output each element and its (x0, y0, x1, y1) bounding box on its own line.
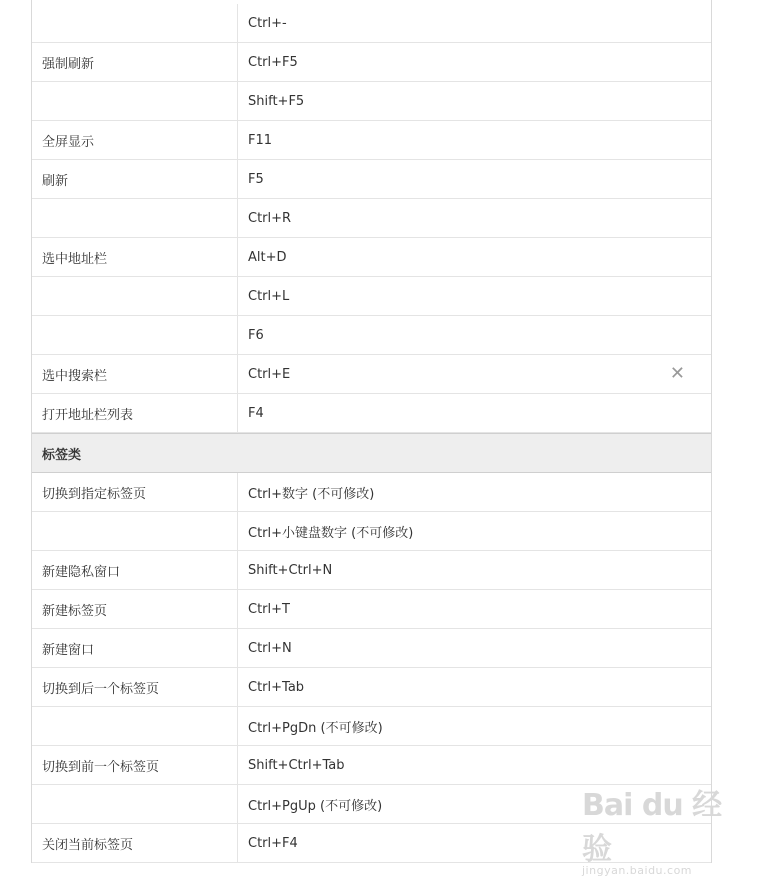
table-row[interactable] (32, 590, 711, 629)
action-cell: 打开地址栏列表 (32, 394, 238, 432)
key-cell: Ctrl+L (248, 288, 290, 304)
key-cell: Ctrl+PgUp (不可修改) (248, 798, 383, 814)
action-cell: 刷新 (32, 160, 238, 198)
key-cell: Ctrl+F4 (248, 835, 298, 851)
shortcut-table (31, 0, 712, 863)
key-cell (238, 355, 711, 393)
key-cell: F5 (248, 171, 264, 187)
watermark-logo: Bai du 经验 (582, 788, 722, 867)
action-cell: 新建窗口 (32, 629, 238, 667)
action-cell: 选中地址栏 (32, 238, 238, 276)
table-row[interactable] (32, 160, 711, 199)
table-row[interactable] (32, 629, 711, 668)
action-cell (32, 707, 238, 745)
key-cell: Ctrl+数字 (不可修改) (248, 486, 375, 502)
action-cell (32, 199, 238, 237)
key-cell: Ctrl+R (248, 210, 292, 226)
action-cell: 切换到指定标签页 (32, 473, 238, 511)
table-row[interactable] (32, 746, 711, 785)
table-row[interactable] (32, 43, 711, 82)
table-row[interactable] (32, 238, 711, 277)
action-cell: 全屏显示 (32, 121, 238, 159)
table-row[interactable] (32, 551, 711, 590)
action-cell (32, 316, 238, 354)
key-cell: F4 (248, 405, 264, 421)
action-cell: 切换到前一个标签页 (32, 746, 238, 784)
table-row[interactable] (32, 82, 711, 121)
table-row[interactable] (32, 355, 711, 394)
table-row[interactable] (32, 121, 711, 160)
table-row[interactable] (32, 199, 711, 238)
action-cell: 切换到后一个标签页 (32, 668, 238, 706)
action-cell (32, 82, 238, 120)
table-row[interactable] (32, 394, 711, 433)
table-row[interactable] (32, 668, 711, 707)
key-cell: Shift+F5 (248, 93, 305, 109)
action-cell (32, 277, 238, 315)
action-cell: 强制刷新 (32, 43, 238, 81)
action-cell (32, 4, 238, 42)
key-cell: Ctrl+Tab (248, 679, 305, 695)
action-cell: 新建隐私窗口 (32, 551, 238, 589)
key-cell: Ctrl+小键盘数字 (不可修改) (248, 525, 414, 541)
table-row[interactable] (32, 0, 711, 43)
table-row[interactable] (32, 824, 711, 863)
action-cell: 选中搜索栏 (32, 355, 238, 393)
key-cell: F6 (248, 327, 264, 343)
table-row[interactable] (32, 512, 711, 551)
key-cell: Ctrl+PgDn (不可修改) (248, 720, 383, 736)
key-cell: Shift+Ctrl+N (248, 562, 333, 578)
action-cell: 新建标签页 (32, 590, 238, 628)
table-row[interactable] (32, 707, 711, 746)
key-cell: Ctrl+T (248, 601, 290, 617)
section-header: 标签类 (32, 433, 711, 473)
key-cell: Ctrl+N (248, 640, 292, 656)
key-cell: Ctrl+F5 (248, 54, 298, 70)
key-cell: Ctrl+- (248, 15, 287, 31)
key-cell: F11 (248, 132, 273, 148)
key-text: Ctrl+E (248, 366, 291, 382)
table-row[interactable] (32, 785, 711, 824)
table-row[interactable] (32, 316, 711, 355)
action-cell: 关闭当前标签页 (32, 824, 238, 862)
table-row[interactable] (32, 473, 711, 512)
key-cell: Alt+D (248, 249, 287, 265)
action-cell (32, 512, 238, 550)
table-row[interactable] (32, 277, 711, 316)
watermark-url: jingyan.baidu.com (582, 864, 693, 877)
key-cell: Shift+Ctrl+Tab (248, 757, 345, 773)
close-icon[interactable]: ✕ (669, 363, 685, 384)
action-cell (32, 785, 238, 823)
